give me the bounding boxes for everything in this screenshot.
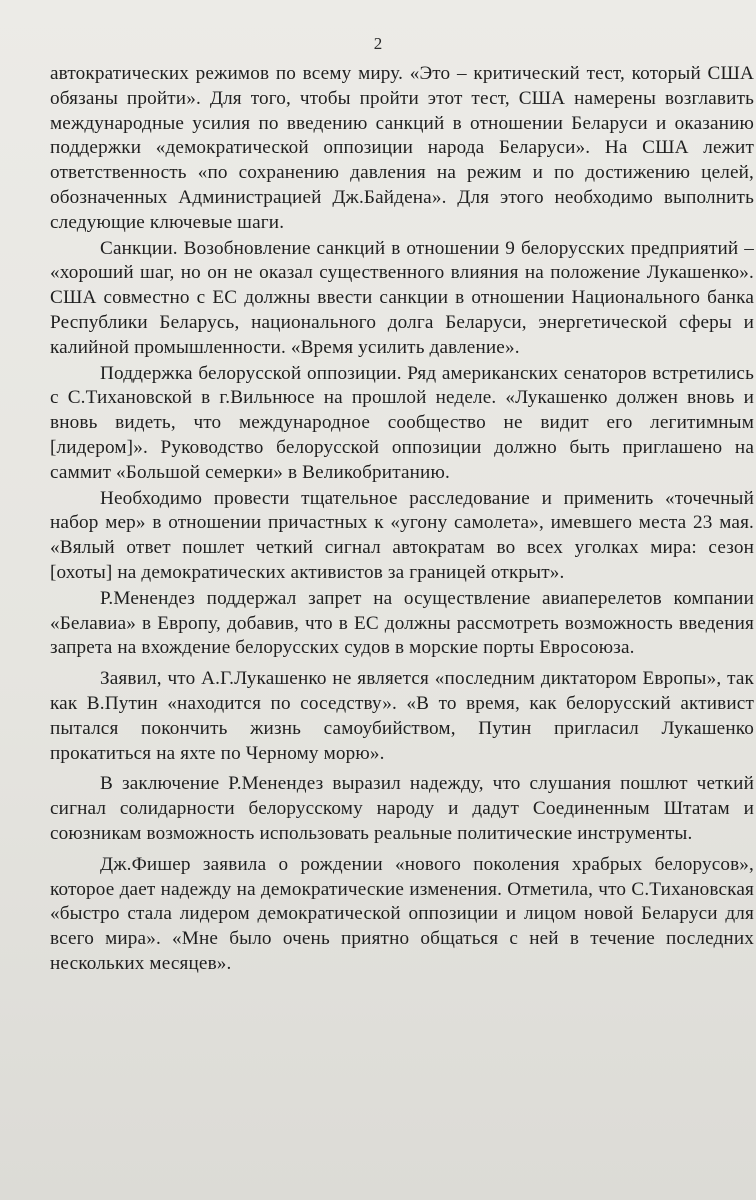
paragraph-fisher: Дж.Фишер заявила о рождении «нового поколения храбрых белорусов», которое дает надежду на демократические изменения. Отметила, что С.Тихановская «быстро стала лидером демократической оппозиции и лицом новой Беларуси для всего мира». «Мне было очень приятно общаться с ней в течение последних нескольких месяцев». (50, 853, 754, 974)
paragraph-continuation: автократических режимов по всему миру. «Это – критический тест, который США обязаны пройти». Для того, чтобы пройти этот тест, США намерены возглавить международные усилия по введению санкций в отношении Беларуси и оказанию поддержки «демократической оппозиции народа Беларуси». На США лежит ответственность «по сохранению давления на режим и по достижению целей, обозначенных Администрацией Дж.Байдена». Для этого необходимо выполнить следующие ключевые шаги. (50, 63, 754, 233)
paragraph-belavia-ban: Р.Менендез поддержал запрет на осуществление авиаперелетов компании «Белавиа» в Европу, добавив, что в ЕС должны рассмотреть возможность введения запрета на вхождение белорусских судов в морские порты Евросоюза. (50, 587, 754, 659)
paragraph-conclusion: В заключение Р.Менендез выразил надежду, что слушания пошлют четкий сигнал солидарности белорусскому народу и дадут Соединенным Штатам и союзникам возможность использовать реальные политические инструменты. (50, 773, 754, 844)
paragraph-opposition-support: Поддержка белорусской оппозиции. Ряд американских сенаторов встретились с С.Тихановской в г.Вильнюсе на прошлой неделе. «Лукашенко должен вновь и вновь видеть, что международное сообщество не видит его легитимным [лидером]». Руководство белорусской оппозиции должно быть приглашено на саммит «Большой семерки» в Великобританию. (50, 362, 754, 483)
paragraph-sanctions: Санкции. Возобновление санкций в отношении 9 белорусских предприятий – «хороший шаг, но он не оказал существенного влияния на положение Лукашенко». США совместно с ЕС должны ввести санкции в отношении Национального банка Республики Беларусь, национального долга Беларуси, энергетической сферы и калийной промышленности. «Время усилить давление». (50, 237, 754, 358)
page-number: 2 (373, 34, 383, 53)
paragraph-putin-remark: Заявил, что А.Г.Лукашенко не является «последним диктатором Европы», так как В.Путин «находится по соседству». «В то время, как белорусский активист пытался покончить жизнь самоубийством, Путин пригласил Лукашенко прокатиться на яхте по Черному морю». (50, 668, 754, 764)
document-body (50, 62, 754, 977)
paragraph-investigation: Необходимо провести тщательное расследование и применить «точечный набор мер» в отношении причастных к «угону самолета», имевшего места 23 мая. «Вялый ответ пошлет четкий сигнал автократам во всех уголках мира: сезон [охоты] на демократических активистов за границей открыт». (50, 487, 754, 583)
